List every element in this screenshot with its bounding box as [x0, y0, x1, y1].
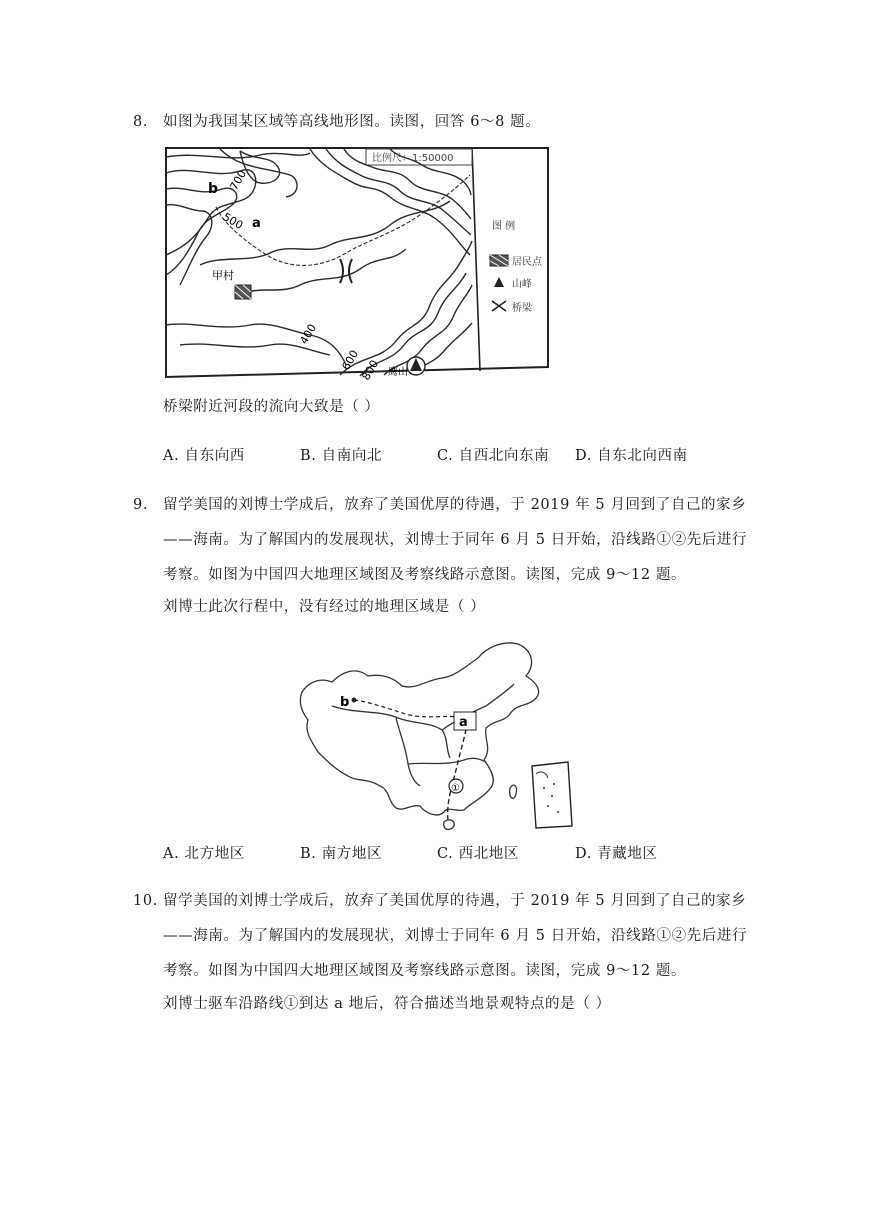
q8-option-a[interactable]: A. 自东向西	[163, 448, 245, 464]
map9-label-a: a	[459, 715, 468, 730]
question-8-prompt: 桥梁附近河段的流向大致是（ ）	[163, 399, 380, 415]
map-scale: 比例尺：1:50000	[372, 153, 454, 164]
south-china-sea-inset	[532, 762, 572, 828]
q9-option-a[interactable]: A. 北方地区	[163, 846, 245, 862]
q8-option-d[interactable]: D. 自东北向西南	[575, 448, 688, 464]
china-regions-map-figure	[296, 636, 576, 836]
map-label-b: b	[208, 181, 219, 197]
map9-label-b: b	[340, 695, 350, 710]
question-8-number: 8.	[133, 114, 149, 130]
route-1-label: ①	[451, 783, 460, 794]
legend-settlement: 居民点	[512, 257, 542, 268]
question-9-number: 9.	[133, 497, 149, 513]
question-8-stem: 如图为我国某区域等高线地形图。读图，回答 6～8 题。	[163, 114, 541, 130]
contour-label-500: 500	[220, 210, 246, 233]
contour-label-400: 400	[297, 321, 320, 347]
q9-option-d[interactable]: D. 青藏地区	[575, 846, 658, 862]
contour-label-700: 700	[227, 167, 250, 193]
question-10-stem-line-2: ——海南。为了解国内的发展现状，刘博士于同年 6 月 5 日开始，沿线路①②先后进行	[163, 928, 748, 944]
legend-bridge: 桥梁	[512, 303, 532, 314]
question-10-stem-line-3: 考察。如图为中国四大地理区域图及考察线路示意图。读图，完成 9～12 题。	[163, 963, 687, 979]
contour-label-800: 800	[359, 357, 382, 383]
map-label-a: a	[252, 216, 261, 231]
question-9-stem-line-3: 考察。如图为中国四大地理区域图及考察线路示意图。读图，完成 9～12 题。	[163, 567, 687, 583]
contour-map-figure	[160, 145, 555, 385]
question-10-number: 10.	[133, 893, 158, 909]
legend-title: 图 例	[492, 221, 516, 232]
q8-option-b[interactable]: B. 自南向北	[300, 448, 383, 464]
contour-label-600: 600	[339, 347, 362, 373]
question-10-prompt: 刘博士驱车沿路线①到达 a 地后，符合描述当地景观特点的是（ ）	[163, 996, 611, 1012]
question-10-stem-line-1: 留学美国的刘博士学成后，放弃了美国优厚的待遇，于 2019 年 5 月回到了自己的家乡	[163, 893, 747, 909]
peak-label: 鹰山	[388, 367, 408, 378]
q9-option-b[interactable]: B. 南方地区	[300, 846, 383, 862]
question-9-stem-line-1: 留学美国的刘博士学成后，放弃了美国优厚的待遇，于 2019 年 5 月回到了自己的家乡	[163, 497, 747, 513]
q8-option-c[interactable]: C. 自西北向东南	[437, 448, 550, 464]
village-label: 甲村	[212, 269, 234, 282]
q9-option-c[interactable]: C. 西北地区	[437, 846, 519, 862]
question-9-prompt: 刘博士此次行程中，没有经过的地理区域是（ ）	[163, 599, 486, 615]
question-9-stem-line-2: ——海南。为了解国内的发展现状，刘博士于同年 6 月 5 日开始，沿线路①②先后进行	[163, 532, 748, 548]
legend-peak: 山峰	[512, 279, 532, 290]
